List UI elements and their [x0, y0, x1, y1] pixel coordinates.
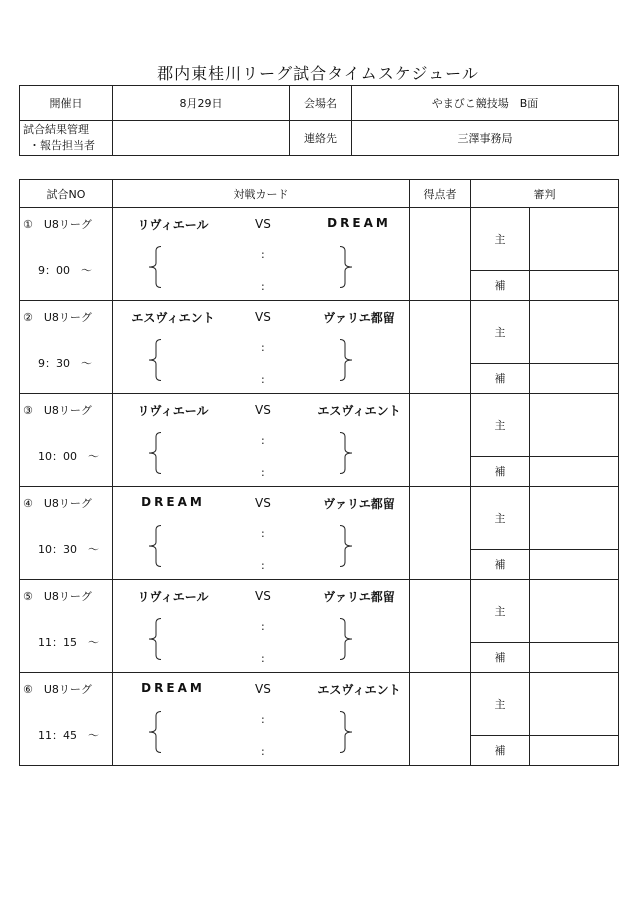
match-number-cell — [20, 580, 113, 673]
contact-label: 連絡先 — [290, 121, 352, 156]
match-row — [20, 580, 619, 643]
open-bracket-icon — [148, 711, 162, 753]
vs-label: VS — [255, 589, 271, 603]
match-number: ① U8リーグ — [23, 218, 92, 231]
match-row — [20, 301, 619, 364]
venue-label: 会場名 — [290, 86, 352, 121]
scorer-cell — [410, 301, 471, 394]
referee-assist-label: 補 — [471, 270, 530, 300]
match-card-cell — [113, 487, 410, 580]
referee-assist-cell — [530, 735, 619, 765]
referee-main-label: 主 — [471, 487, 530, 550]
referee-main-cell — [530, 208, 619, 271]
close-bracket-icon — [339, 339, 353, 381]
open-bracket-icon — [148, 339, 162, 381]
scorer-cell — [410, 208, 471, 301]
close-bracket-icon — [339, 525, 353, 567]
scorer-cell — [410, 580, 471, 673]
home-team: DREAM — [141, 495, 205, 509]
match-row — [20, 208, 619, 271]
match-time: 9：00 ～ — [38, 264, 92, 277]
match-number: ③ U8リーグ — [23, 404, 92, 417]
match-row — [20, 394, 619, 457]
match-number-cell — [20, 301, 113, 394]
score-colon-first-half: : — [261, 248, 265, 261]
close-bracket-icon — [339, 618, 353, 660]
away-team: エスヴィエント — [317, 683, 401, 697]
score-colon-second-half: : — [261, 745, 265, 758]
header-card: 対戦カード — [113, 180, 410, 208]
referee-main-label: 主 — [471, 301, 530, 364]
schedule-header-row — [20, 180, 619, 208]
referee-main-label: 主 — [471, 394, 530, 457]
scorer-cell — [410, 487, 471, 580]
open-bracket-icon — [148, 432, 162, 474]
page-title: 郡内東桂川リーグ試合タイムスケジュール — [157, 64, 479, 83]
referee-assist-label: 補 — [471, 642, 530, 672]
score-colon-first-half: : — [261, 713, 265, 726]
score-colon-first-half: : — [261, 620, 265, 633]
vs-label: VS — [255, 496, 271, 510]
match-number-cell — [20, 208, 113, 301]
header-referee: 審判 — [471, 180, 619, 208]
match-card-cell — [113, 301, 410, 394]
referee-assist-label: 補 — [471, 735, 530, 765]
match-card-cell — [113, 394, 410, 487]
contact-value: 三澤事務局 — [352, 121, 619, 156]
manager-label-line1: 試合結果管理 — [23, 123, 89, 136]
score-colon-first-half: : — [261, 434, 265, 447]
score-colon-second-half: : — [261, 280, 265, 293]
match-card-cell — [113, 580, 410, 673]
score-colon-first-half: : — [261, 527, 265, 540]
match-number: ② U8リーグ — [23, 311, 92, 324]
score-colon-second-half: : — [261, 559, 265, 572]
referee-main-cell — [530, 580, 619, 643]
referee-assist-cell — [530, 549, 619, 579]
away-team: ヴァリエ都留 — [323, 590, 395, 604]
vs-label: VS — [255, 310, 271, 324]
referee-assist-cell — [530, 363, 619, 393]
open-bracket-icon — [148, 618, 162, 660]
referee-main-label: 主 — [471, 580, 530, 643]
scorer-cell — [410, 673, 471, 766]
referee-assist-cell — [530, 270, 619, 300]
referee-assist-label: 補 — [471, 456, 530, 486]
manager-label — [20, 121, 113, 156]
referee-main-label: 主 — [471, 673, 530, 736]
close-bracket-icon — [339, 246, 353, 288]
away-team: ヴァリエ都留 — [323, 497, 395, 511]
referee-main-cell — [530, 301, 619, 364]
info-table — [19, 85, 619, 156]
match-row — [20, 673, 619, 736]
home-team: リヴィエール — [137, 404, 209, 418]
scorer-cell — [410, 394, 471, 487]
open-bracket-icon — [148, 246, 162, 288]
referee-assist-label: 補 — [471, 549, 530, 579]
home-team: DREAM — [141, 681, 205, 695]
referee-main-label: 主 — [471, 208, 530, 271]
header-match-no: 試合NO — [20, 180, 113, 208]
referee-assist-label: 補 — [471, 363, 530, 393]
match-time: 11：45 ～ — [38, 729, 99, 742]
manager-label-line2: ・報告担当者 — [29, 139, 95, 152]
vs-label: VS — [255, 403, 271, 417]
match-card-cell — [113, 208, 410, 301]
venue-value: やまびこ競技場 B面 — [352, 86, 619, 121]
home-team: リヴィエール — [137, 218, 209, 232]
match-row — [20, 487, 619, 550]
close-bracket-icon — [339, 432, 353, 474]
referee-main-cell — [530, 487, 619, 550]
schedule-table — [19, 179, 619, 766]
manager-value — [113, 121, 290, 156]
vs-label: VS — [255, 217, 271, 231]
score-colon-first-half: : — [261, 341, 265, 354]
match-number-cell — [20, 487, 113, 580]
home-team: エスヴィエント — [131, 311, 215, 325]
match-time: 9：30 ～ — [38, 357, 92, 370]
match-time: 11：15 ～ — [38, 636, 99, 649]
match-number: ④ U8リーグ — [23, 497, 92, 510]
vs-label: VS — [255, 682, 271, 696]
header-scorer: 得点者 — [410, 180, 471, 208]
date-value: 8月29日 — [113, 86, 290, 121]
referee-main-cell — [530, 673, 619, 736]
score-colon-second-half: : — [261, 373, 265, 386]
match-number: ⑥ U8リーグ — [23, 683, 92, 696]
home-team: リヴィエール — [137, 590, 209, 604]
date-label: 開催日 — [20, 86, 113, 121]
score-colon-second-half: : — [261, 652, 265, 665]
referee-main-cell — [530, 394, 619, 457]
match-card-cell — [113, 673, 410, 766]
away-team: ヴァリエ都留 — [323, 311, 395, 325]
score-colon-second-half: : — [261, 466, 265, 479]
match-number-cell — [20, 394, 113, 487]
open-bracket-icon — [148, 525, 162, 567]
away-team: エスヴィエント — [317, 404, 401, 418]
close-bracket-icon — [339, 711, 353, 753]
away-team: DREAM — [327, 216, 391, 230]
referee-assist-cell — [530, 642, 619, 672]
match-time: 10：00 ～ — [38, 450, 99, 463]
match-time: 10：30 ～ — [38, 543, 99, 556]
match-number: ⑤ U8リーグ — [23, 590, 92, 603]
referee-assist-cell — [530, 456, 619, 486]
match-number-cell — [20, 673, 113, 766]
